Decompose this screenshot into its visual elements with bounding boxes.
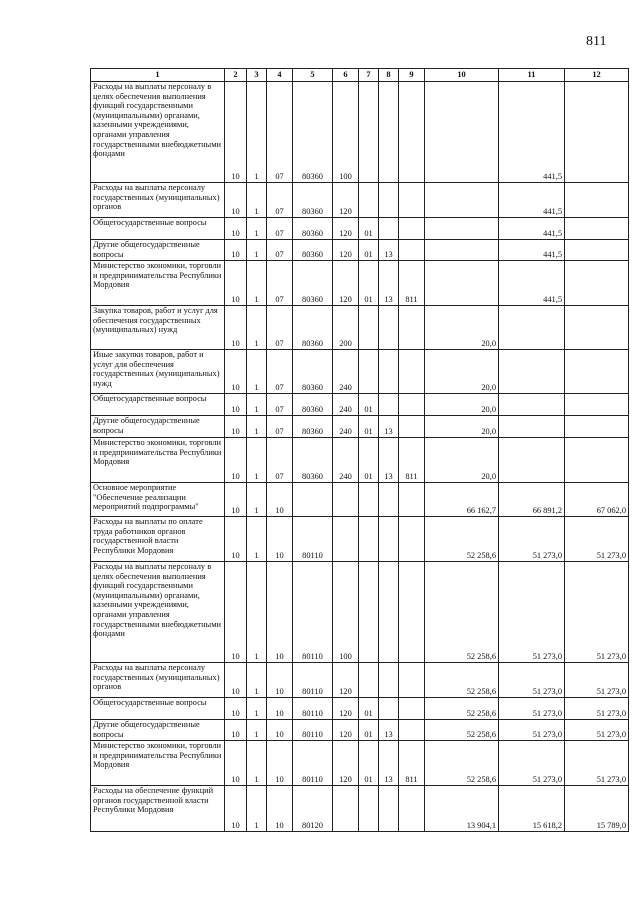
cell-c9 — [399, 720, 425, 741]
cell-c7: 01 — [359, 720, 379, 741]
row-name-cell: Расходы на выплаты персоналу в целях обеспечения выполнения функций государственными (муниципальными) органами, казенными учреждениями, органами управления государственными внебюджетными фондами — [91, 562, 225, 663]
cell-c4: 07 — [267, 261, 293, 306]
cell-c5: 80360 — [293, 350, 333, 394]
table-row — [91, 306, 629, 350]
cell-c4: 07 — [267, 218, 293, 240]
cell-c2: 10 — [225, 394, 247, 416]
cell-c2: 10 — [225, 786, 247, 832]
cell-c8: 13 — [379, 416, 399, 438]
column-header: 1 — [91, 69, 225, 82]
cell-c9 — [399, 240, 425, 261]
cell-c10 — [425, 183, 499, 218]
cell-c12 — [565, 394, 629, 416]
cell-c4: 10 — [267, 562, 293, 663]
cell-c7 — [359, 517, 379, 562]
cell-c2: 10 — [225, 350, 247, 394]
cell-c10: 52 258,6 — [425, 562, 499, 663]
cell-c9: 811 — [399, 261, 425, 306]
cell-c8 — [379, 82, 399, 183]
cell-c12 — [565, 438, 629, 483]
cell-c5: 80360 — [293, 183, 333, 218]
cell-c5: 80360 — [293, 261, 333, 306]
row-name-cell: Другие общегосударственные вопросы — [91, 240, 225, 261]
cell-c9 — [399, 562, 425, 663]
cell-c10 — [425, 240, 499, 261]
table-row — [91, 394, 629, 416]
cell-c10: 52 258,6 — [425, 720, 499, 741]
cell-c5: 80360 — [293, 416, 333, 438]
table-row — [91, 741, 629, 786]
row-name-cell: Расходы на выплаты по оплате труда работников органов государственной власти Республики Мордовия — [91, 517, 225, 562]
cell-c6: 100 — [333, 82, 359, 183]
cell-c5: 80110 — [293, 562, 333, 663]
cell-c6: 120 — [333, 261, 359, 306]
cell-c12: 51 273,0 — [565, 517, 629, 562]
cell-c12 — [565, 82, 629, 183]
cell-c8: 13 — [379, 720, 399, 741]
cell-c6: 240 — [333, 416, 359, 438]
cell-c8: 13 — [379, 438, 399, 483]
cell-c12 — [565, 261, 629, 306]
column-header: 4 — [267, 69, 293, 82]
cell-c8: 13 — [379, 240, 399, 261]
cell-c11 — [499, 350, 565, 394]
cell-c12: 67 062,0 — [565, 483, 629, 517]
cell-c7: 01 — [359, 394, 379, 416]
cell-c2: 10 — [225, 720, 247, 741]
header-row — [91, 69, 629, 82]
cell-c6: 120 — [333, 720, 359, 741]
cell-c2: 10 — [225, 218, 247, 240]
cell-c11: 441,5 — [499, 240, 565, 261]
cell-c8: 13 — [379, 741, 399, 786]
row-name-cell: Общегосударственные вопросы — [91, 218, 225, 240]
cell-c6: 120 — [333, 218, 359, 240]
cell-c10: 20,0 — [425, 350, 499, 394]
cell-c4: 10 — [267, 720, 293, 741]
cell-c3: 1 — [247, 240, 267, 261]
cell-c5: 80360 — [293, 394, 333, 416]
cell-c7 — [359, 562, 379, 663]
cell-c5: 80360 — [293, 82, 333, 183]
cell-c6 — [333, 483, 359, 517]
cell-c7 — [359, 483, 379, 517]
cell-c11: 51 273,0 — [499, 698, 565, 720]
table-body — [91, 82, 629, 832]
row-name-cell: Общегосударственные вопросы — [91, 698, 225, 720]
cell-c2: 10 — [225, 306, 247, 350]
cell-c9 — [399, 663, 425, 698]
row-name-cell: Другие общегосударственные вопросы — [91, 416, 225, 438]
cell-c4: 10 — [267, 483, 293, 517]
cell-c6: 240 — [333, 394, 359, 416]
column-header: 10 — [425, 69, 499, 82]
cell-c10: 20,0 — [425, 394, 499, 416]
cell-c6: 200 — [333, 306, 359, 350]
cell-c6: 120 — [333, 183, 359, 218]
cell-c10: 20,0 — [425, 306, 499, 350]
cell-c12: 51 273,0 — [565, 720, 629, 741]
table-row — [91, 438, 629, 483]
cell-c7 — [359, 786, 379, 832]
cell-c2: 10 — [225, 240, 247, 261]
table-row — [91, 240, 629, 261]
cell-c10: 20,0 — [425, 438, 499, 483]
cell-c3: 1 — [247, 741, 267, 786]
cell-c2: 10 — [225, 438, 247, 483]
cell-c11 — [499, 416, 565, 438]
cell-c11: 51 273,0 — [499, 517, 565, 562]
cell-c2: 10 — [225, 562, 247, 663]
cell-c6: 120 — [333, 741, 359, 786]
cell-c12: 51 273,0 — [565, 562, 629, 663]
cell-c11 — [499, 306, 565, 350]
column-header: 3 — [247, 69, 267, 82]
cell-c8 — [379, 698, 399, 720]
cell-c12 — [565, 183, 629, 218]
cell-c11: 441,5 — [499, 183, 565, 218]
row-name-cell: Расходы на выплаты персоналу государственных (муниципальных) органов — [91, 183, 225, 218]
column-header: 7 — [359, 69, 379, 82]
column-header: 9 — [399, 69, 425, 82]
cell-c7 — [359, 306, 379, 350]
table-row — [91, 183, 629, 218]
table-row — [91, 82, 629, 183]
row-name-cell: Министерство экономики, торговли и предпринимательства Республики Мордовия — [91, 741, 225, 786]
column-header: 12 — [565, 69, 629, 82]
cell-c5: 80110 — [293, 720, 333, 741]
cell-c11: 441,5 — [499, 218, 565, 240]
cell-c12: 51 273,0 — [565, 663, 629, 698]
cell-c12: 51 273,0 — [565, 698, 629, 720]
cell-c9 — [399, 183, 425, 218]
cell-c3: 1 — [247, 720, 267, 741]
cell-c10 — [425, 261, 499, 306]
cell-c8 — [379, 394, 399, 416]
cell-c12 — [565, 350, 629, 394]
row-name-cell: Иные закупки товаров, работ и услуг для обеспечения государственных (муниципальных) нужд — [91, 350, 225, 394]
cell-c5: 80110 — [293, 741, 333, 786]
table-row — [91, 720, 629, 741]
cell-c8 — [379, 517, 399, 562]
cell-c12: 15 789,0 — [565, 786, 629, 832]
cell-c8 — [379, 483, 399, 517]
cell-c7: 01 — [359, 218, 379, 240]
cell-c9 — [399, 82, 425, 183]
cell-c3: 1 — [247, 306, 267, 350]
cell-c3: 1 — [247, 438, 267, 483]
cell-c4: 07 — [267, 350, 293, 394]
cell-c9: 811 — [399, 438, 425, 483]
cell-c7: 01 — [359, 438, 379, 483]
cell-c3: 1 — [247, 786, 267, 832]
cell-c4: 07 — [267, 394, 293, 416]
table-row — [91, 786, 629, 832]
cell-c3: 1 — [247, 394, 267, 416]
row-name-cell: Другие общегосударственные вопросы — [91, 720, 225, 741]
row-name-cell: Министерство экономики, торговли и предпринимательства Республики Мордовия — [91, 261, 225, 306]
cell-c6: 240 — [333, 438, 359, 483]
cell-c4: 10 — [267, 698, 293, 720]
cell-c9 — [399, 517, 425, 562]
cell-c7 — [359, 183, 379, 218]
row-name-cell: Расходы на обеспечение функций органов государственной власти Республики Мордовия — [91, 786, 225, 832]
cell-c5: 80110 — [293, 517, 333, 562]
cell-c7 — [359, 82, 379, 183]
cell-c9 — [399, 306, 425, 350]
row-name-cell: Министерство экономики, торговли и предпринимательства Республики Мордовия — [91, 438, 225, 483]
cell-c12 — [565, 218, 629, 240]
column-header: 5 — [293, 69, 333, 82]
row-name-cell: Закупка товаров, работ и услуг для обеспечения государственных (муниципальных) нужд — [91, 306, 225, 350]
cell-c2: 10 — [225, 416, 247, 438]
cell-c6: 120 — [333, 663, 359, 698]
budget-table — [90, 68, 629, 832]
cell-c3: 1 — [247, 350, 267, 394]
cell-c3: 1 — [247, 82, 267, 183]
cell-c11: 51 273,0 — [499, 720, 565, 741]
cell-c2: 10 — [225, 663, 247, 698]
cell-c4: 07 — [267, 183, 293, 218]
column-header: 2 — [225, 69, 247, 82]
cell-c6: 100 — [333, 562, 359, 663]
table-row — [91, 350, 629, 394]
cell-c8 — [379, 663, 399, 698]
cell-c11: 15 618,2 — [499, 786, 565, 832]
cell-c7: 01 — [359, 416, 379, 438]
cell-c11: 441,5 — [499, 82, 565, 183]
cell-c4: 07 — [267, 240, 293, 261]
cell-c6: 120 — [333, 698, 359, 720]
cell-c5: 80110 — [293, 663, 333, 698]
cell-c5: 80120 — [293, 786, 333, 832]
cell-c11: 51 273,0 — [499, 663, 565, 698]
cell-c5: 80110 — [293, 698, 333, 720]
cell-c4: 07 — [267, 416, 293, 438]
column-header: 6 — [333, 69, 359, 82]
cell-c2: 10 — [225, 698, 247, 720]
cell-c7 — [359, 663, 379, 698]
cell-c9 — [399, 483, 425, 517]
cell-c9 — [399, 218, 425, 240]
cell-c3: 1 — [247, 416, 267, 438]
cell-c2: 10 — [225, 741, 247, 786]
cell-c2: 10 — [225, 183, 247, 218]
cell-c8 — [379, 562, 399, 663]
row-name-cell: Общегосударственные вопросы — [91, 394, 225, 416]
row-name-cell: Основное мероприятие "Обеспечение реализации мероприятий подпрограммы" — [91, 483, 225, 517]
cell-c11 — [499, 394, 565, 416]
cell-c2: 10 — [225, 517, 247, 562]
cell-c3: 1 — [247, 698, 267, 720]
table-row — [91, 261, 629, 306]
cell-c12 — [565, 416, 629, 438]
cell-c4: 07 — [267, 306, 293, 350]
table-row — [91, 483, 629, 517]
cell-c4: 07 — [267, 438, 293, 483]
cell-c4: 10 — [267, 786, 293, 832]
cell-c5: 80360 — [293, 306, 333, 350]
cell-c2: 10 — [225, 261, 247, 306]
cell-c9 — [399, 416, 425, 438]
cell-c9: 811 — [399, 741, 425, 786]
cell-c8: 13 — [379, 261, 399, 306]
cell-c9 — [399, 394, 425, 416]
cell-c6 — [333, 786, 359, 832]
cell-c12: 51 273,0 — [565, 741, 629, 786]
cell-c11: 66 891,2 — [499, 483, 565, 517]
column-header: 8 — [379, 69, 399, 82]
table-row — [91, 663, 629, 698]
cell-c10: 66 162,7 — [425, 483, 499, 517]
cell-c9 — [399, 350, 425, 394]
cell-c10: 52 258,6 — [425, 517, 499, 562]
cell-c3: 1 — [247, 517, 267, 562]
table-row — [91, 562, 629, 663]
cell-c8 — [379, 786, 399, 832]
cell-c8 — [379, 306, 399, 350]
cell-c4: 10 — [267, 741, 293, 786]
cell-c10: 13 904,1 — [425, 786, 499, 832]
cell-c11: 51 273,0 — [499, 562, 565, 663]
cell-c5: 80360 — [293, 438, 333, 483]
cell-c9 — [399, 698, 425, 720]
cell-c7: 01 — [359, 261, 379, 306]
cell-c7: 01 — [359, 741, 379, 786]
cell-c6: 240 — [333, 350, 359, 394]
page-number: 811 — [586, 34, 607, 49]
column-header: 11 — [499, 69, 565, 82]
cell-c8 — [379, 218, 399, 240]
table-row — [91, 218, 629, 240]
cell-c6: 120 — [333, 240, 359, 261]
cell-c3: 1 — [247, 183, 267, 218]
cell-c11: 51 273,0 — [499, 741, 565, 786]
cell-c5: 80360 — [293, 218, 333, 240]
table-row — [91, 416, 629, 438]
cell-c2: 10 — [225, 483, 247, 517]
cell-c3: 1 — [247, 261, 267, 306]
cell-c10: 52 258,6 — [425, 663, 499, 698]
table-row — [91, 698, 629, 720]
cell-c4: 07 — [267, 82, 293, 183]
cell-c7: 01 — [359, 240, 379, 261]
row-name-cell: Расходы на выплаты персоналу государственных (муниципальных) органов — [91, 663, 225, 698]
cell-c11 — [499, 438, 565, 483]
cell-c8 — [379, 350, 399, 394]
cell-c4: 10 — [267, 663, 293, 698]
cell-c2: 10 — [225, 82, 247, 183]
cell-c10 — [425, 218, 499, 240]
cell-c10: 52 258,6 — [425, 698, 499, 720]
cell-c6 — [333, 517, 359, 562]
cell-c12 — [565, 240, 629, 261]
cell-c7: 01 — [359, 698, 379, 720]
cell-c4: 10 — [267, 517, 293, 562]
cell-c8 — [379, 183, 399, 218]
cell-c3: 1 — [247, 663, 267, 698]
cell-c10: 20,0 — [425, 416, 499, 438]
cell-c12 — [565, 306, 629, 350]
cell-c7 — [359, 350, 379, 394]
row-name-cell: Расходы на выплаты персоналу в целях обеспечения выполнения функций государственными (муниципальными) органами, казенными учреждениями, органами управления государственными внебюджетными фондами — [91, 82, 225, 183]
cell-c3: 1 — [247, 562, 267, 663]
table-row — [91, 517, 629, 562]
cell-c10 — [425, 82, 499, 183]
cell-c3: 1 — [247, 218, 267, 240]
cell-c5: 80360 — [293, 240, 333, 261]
cell-c9 — [399, 786, 425, 832]
cell-c10: 52 258,6 — [425, 741, 499, 786]
cell-c5 — [293, 483, 333, 517]
cell-c11: 441,5 — [499, 261, 565, 306]
cell-c3: 1 — [247, 483, 267, 517]
